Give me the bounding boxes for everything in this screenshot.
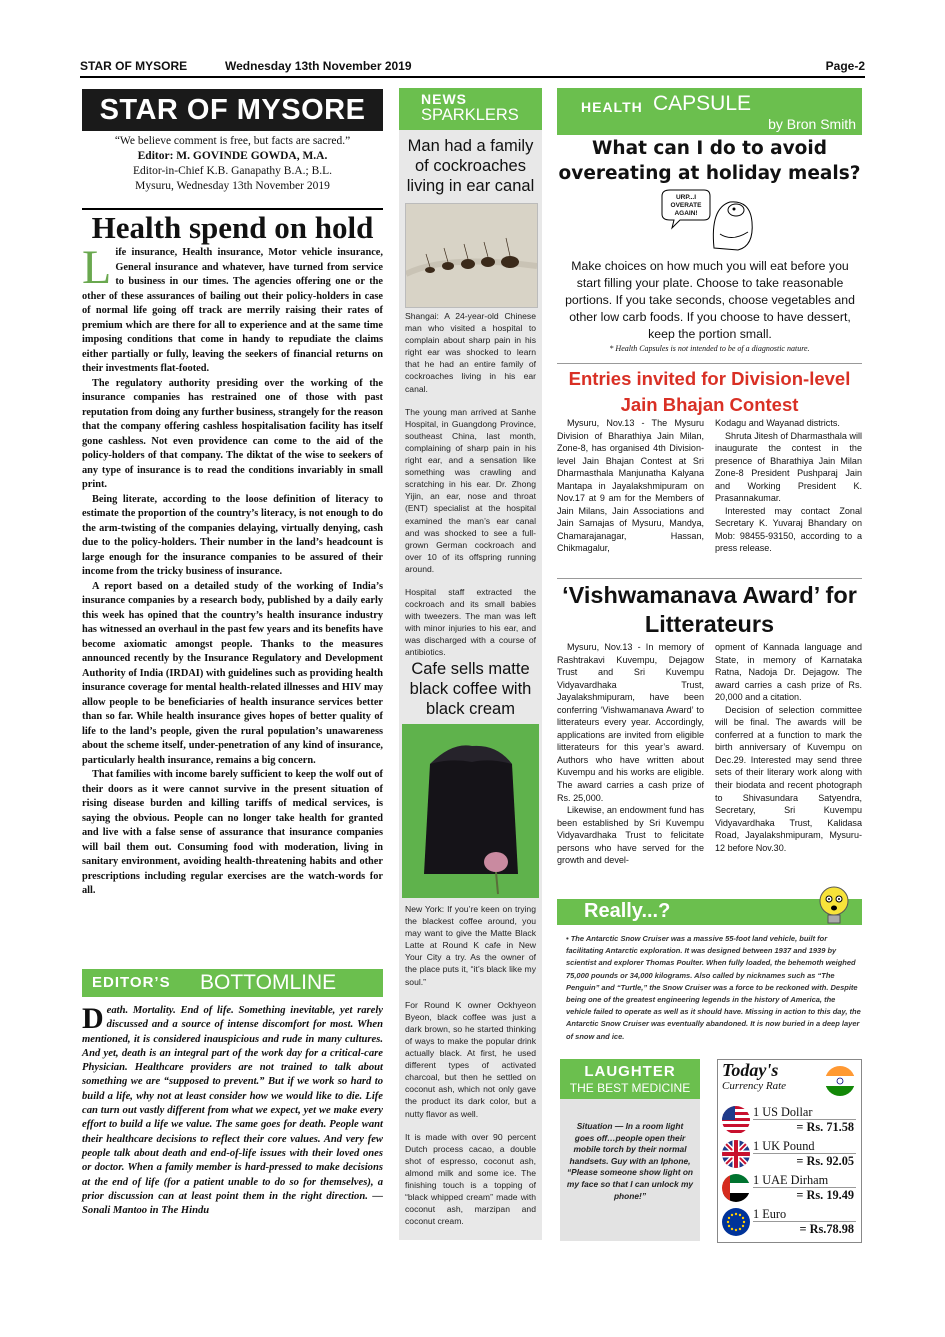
jain-paragraph: Kodagu and Wayanad districts. [715, 418, 840, 428]
editorial-paragraph: The regulatory authority presiding over the working of the insurance companies has restrained one of those with past reputation from doing any further business, strangely for the reason that the company offering cashless hospitalisation facility has itself gone cashless. Not even providence can come to the aid of the policy-holders of that company. The diktat of the wise to seekers of any type of insurance is to read the conditions invariably in small print. [82, 377, 383, 490]
dateline: Mysuru, Wednesday 13th November 2019 [135, 180, 330, 192]
bottomline-label-b: BOTTOMLINE [200, 971, 337, 994]
news-label: NEWS [421, 91, 467, 107]
cockroaches-photo [405, 203, 538, 308]
currency-row-eur [719, 1207, 858, 1237]
currency-rate: = Rs. 19.49 [796, 1188, 854, 1202]
editorial-headline: Health spend on hold [82, 208, 383, 246]
vishwamanava-column-right [715, 641, 862, 854]
jain-paragraph: Interested may contact Zonal Secretary K. Yuvaraj Bhandary on Mob: 98455-93150, according to a press release. [715, 505, 862, 554]
issue-date: Wednesday 13th November 2019 [225, 59, 412, 73]
cockroach-story-title: Man had a family of cockroaches living in ear canal [406, 137, 535, 195]
currency-row-usd [719, 1105, 858, 1135]
bottomline-label: EDITOR’S [92, 974, 171, 991]
editorial-paragraph: A report based on a detailed study of the working of India’s insurance companies by a research body, published by a daily early this week has opined that the country’s health insurance industry has witnessed an overhaul in the past few years and its benefits have become axiomatic amongst people. Thanks to the measures announced recently by the Insurance Regulatory and Development Authority of India (IRDAI) with guidelines such as providing health insurance coverage for mental health-related illnesses and HIV may allow people to be beneficiaries of health insurance services better than so far. While health insurance gives hopes of better quality of life to the land’s people, given the rural population’s unawareness about the scheme itself, under-penetration of any kind of insurance, particularly health insurance, remains a big concern. [82, 580, 383, 766]
editorial-paragraph: That families with income barely sufficient to keep the wolf out of their doors as it were cannot survive in the present situation of rising disease burden and killing tariffs of medical services, is saying the obvious. People can no longer take health for granted and live with a false sense of assurance that insurance companies will bail them out. Consuming food with moderation, living in sanitary environment, avoiding health-threatening habits and other prescriptions including regular exercises are the watch-words for all. [82, 769, 383, 896]
really-header [557, 899, 862, 925]
currency-name: 1 UK Pound [753, 1139, 815, 1153]
jain-paragraph: Shruta Jitesh of Dharmasthala will inaugurate the contest in the presence of Bharathiya Jain Milan Zone-8 President Pushparaj Jain and Working President K. Prasannakumar. [715, 430, 862, 504]
vishwamanava-column-left [557, 641, 704, 867]
bottomline-text: eath. Mortality. End of life. Something inevitable, yet rarely discussed and a source of intense discomfort for most. When mentioned, it is considered inauspicious and rude in many cultures. And yet, death is an integral part of the work day for a critical-care Physician. Healthcare providers are not trained to talk about something we are “supposed to prevent.” But if we work so hard to build a life, why not at least consider how we would like to die. Life can turn out vastly different from what we expect, yet we make every effort to build a life we value. The same goes for death. People want their healthcare decisions to reflect their core values. And very few people talk about death and end-of-life issues with their loved ones or doctor. When a family member is hard-pressed to make decisions at the end of life (for a patient unable to do so for themselves), a prior discussion can at least point them in the right direction. — Sonali Mantoo in The Hindu [82, 1005, 383, 1217]
india-flag-icon [824, 1065, 856, 1097]
lightbulb-icon [812, 883, 856, 929]
cockroach-story-body [405, 310, 536, 670]
coffee-story-body [405, 903, 536, 1238]
health-capsule-header [557, 88, 862, 135]
vishwamanava-paragraph: Mysuru, Nov.13 - In memory of Rashtrakavi Kuvempu, Dejagow Trust and Sri Kuvempu Vidyavardhaka Trust, Jayalakshmipuram, have been conferring ‘Vishwamanava Award’ to litterateurs every year. Accordingly, applications are invited from eligible litterateurs for this year’s award. Authors who have written about Kuvempu and his works are eligible. The award carries a cash prize of Rs. 25,000. [557, 642, 704, 803]
drop-cap: L [82, 241, 112, 294]
health-disclaimer: * Health Capsules is not intended to be of a diagnostic nature. [609, 344, 810, 353]
page-header [80, 58, 865, 78]
overeating-cartoon [660, 188, 756, 252]
editorial-paragraph [82, 241, 383, 377]
story-paragraph: Shangai: A 24-year-old Chinese man who visited a hospital to complain about sharp pain in his right ear was shocked to learn that he had an entire family of cockroaches living in his ear canal. [405, 311, 536, 394]
currency-title: Today's [722, 1060, 779, 1080]
jain-paragraph: Mysuru, Nov.13 - The Mysuru Division of Bharathiya Jain Milan, Zone-8, has organised 4th Division-level Jain Bhajan Contest at Sri Dharmasthala Manjunatha Kalyana Mantapa in Jayalakshmipuram on Nov.17 at 9 am for the Members of Jain Milans, Jain Associations and Jain Samajas of Mysuru, Mandya, Chamarajanagar, Hassan, Chikmagalur, [557, 418, 704, 554]
jain-column-left [557, 417, 704, 555]
news-sparklers-header [399, 88, 542, 130]
bottomline-header [82, 969, 383, 997]
health-answer: Make choices on how much you will eat before you start filling your plate. Choose to take reasonable portions. If you take seconds, choose vegetables and other low carb foods. If you choose to have dessert, keep the portion small. [565, 259, 855, 341]
capsule-label: CAPSULE [653, 92, 752, 115]
currency-subtitle: Currency Rate [722, 1080, 787, 1092]
health-label: HEALTH [581, 99, 643, 115]
story-paragraph: Hospital staff extracted the cockroach and its small babies with tweezers. The man was left with minor injuries to his ear, and was discharged with a course of antibiotics. [405, 586, 536, 658]
health-question: What can I do to avoid overeating at holiday meals? [558, 138, 861, 184]
currency-name: 1 US Dollar [753, 1105, 813, 1119]
vishwamanava-paragraph: opment of Kannada language and State, in memory of Karnataka Ratna, Nadoja Dr. Dejagow. The award carries a cash prize of Rs. 20,000 and a citation. [715, 642, 862, 703]
currency-row-gbp [719, 1139, 858, 1169]
really-label: Really...? [584, 900, 671, 922]
masthead-info [82, 134, 383, 194]
really-body: • The Antarctic Snow Cruiser was a massive 55-foot land vehicle, built for facilitating Antarctic exploration. It was designed between 1937 and 1939 by scientist and explorer Thomas Poulter. When fully loaded, the behemoth weighed 75,000 pounds or 34,000 kilograms. Also called by nicknames such as “The Penguin” and “Turtle,” the Snow Cruiser was a force to be reckoned with. Despite being one of the greatest engineering legends in the history of America, the vehicle failed to operate as well as it should have. Missing in action to this day, the Antarctic Snow Cruiser was eventually abandoned. It is now buried in a deep layer of snow and ice. [566, 934, 861, 1041]
bottomline-body [82, 1004, 383, 1218]
editor-line: Editor: M. GOVINDE GOWDA, M.A. [137, 150, 328, 162]
editorial-paragraph: Being literate, according to the loose definition of literacy to estimate the proportion of the country’s literacy, is not enough to do the arm-twisting of the companies delaying, virtually denying, cash due to the policy-holders. Their number in the land’s headcount is large enough for the insurance companies to be assured of their income from the tricky business of insurance. [82, 493, 383, 577]
editorial-body [82, 241, 383, 899]
drop-cap: D [82, 1002, 104, 1035]
editor-in-chief-line: Editor-in-Chief K.B. Ganapathy B.A.; B.L. [132, 165, 333, 177]
currency-name: 1 UAE Dirham [753, 1173, 829, 1187]
currency-row-aed [719, 1173, 858, 1203]
paper-name: STAR OF MYSORE [80, 59, 188, 73]
cartoon-caption: URP...I OVERATE AGAIN! [670, 194, 702, 217]
motto: “We believe comment is free, but facts are sacred.” [114, 135, 351, 147]
currency-rate: = Rs. 92.05 [796, 1154, 854, 1168]
best-medicine-label: THE BEST MEDICINE [569, 1081, 691, 1095]
currency-rate: = Rs. 71.58 [796, 1120, 854, 1134]
jain-headline: Entries invited for Division-level Jain Bhajan Contest [557, 363, 862, 418]
editorial-text: ife insurance, Health insurance, Motor vehicle insurance, General insurance and whatever, have turned from service to business in our times. The agencies offering one or the other of these assurances of bailing out their policy-holders in case of normal life going off track are merrily raising their rates of premium which are there for all to experience and at the same time imposing conditions that come in handy to repudiate the claims either partially or fully, leaving the seekers of financial returns on their investments flat-footed. [82, 247, 383, 374]
laughter-joke: Situation — In a room light goes off…people open their mobile torch by their normal handsets. Guy with an Iphone, “Please someone show light on my face so that I can unlock my phone!” [566, 1121, 694, 1201]
currency-name: 1 Euro [753, 1207, 787, 1221]
masthead-title: STAR OF MYSORE [82, 89, 383, 131]
story-paragraph: It is made with over 90 percent Dutch process cacao, a double shot of espresso, coconut ash, almond milk and some ice. The finishing touch is a topping of “black whipped cream” made with coconut ash, marzipan and coconut cream. [405, 1131, 536, 1227]
laughter-label: LAUGHTER [584, 1063, 676, 1080]
vishwamanava-headline: ‘Vishwamanava Award’ for Litterateurs [557, 578, 862, 639]
uae-flag-icon [722, 1174, 750, 1202]
page-number: Page-2 [825, 59, 865, 73]
us-flag-icon [722, 1106, 750, 1134]
coffee-story-title: Cafe sells matte black coffee with black cream [409, 660, 532, 718]
black-coffee-photo [402, 724, 539, 898]
eu-flag-icon [722, 1208, 750, 1236]
currency-rate: = Rs.78.98 [799, 1222, 854, 1236]
story-paragraph: For Round K owner Ockhyeon Byeon, black coffee was just a dark brown, so he started thinking of ways to make the popular drink actually black. At first, he used different types of activated charcoal, but then he settled on coconut ash, which not only gave the product its dark color, but a nutty flavor as well. [405, 999, 536, 1119]
laughter-header [560, 1059, 700, 1099]
vishwamanava-paragraph: Decision of selection committee will be final. The awards will be conferred at a function to mark the birth anniversary of Kuvempu on Dec.29. Interested may send three sets of their literary work along with their biodata and recent photograph to Shivasundara Satyendra, Secretary, Sri Kuvempu Vidyavardhaka Trust, Kalidasa Road, Jayalakshmipuram, Mysuru-12 before Nov.30. [715, 704, 862, 853]
uk-flag-icon [722, 1140, 750, 1168]
story-paragraph: New York: If you’re keen on trying the blackest coffee around, you may want to give the Matte Black Latte at Round K cafe in New Your City a try. As the owner of the place puts it, “it’s black like my soul.” [405, 904, 536, 987]
vishwamanava-paragraph: Likewise, an endowment fund has been established by Sri Kuvempu Vidyavardhaka Trust to felicitate persons who have served for the growth and devel- [557, 805, 704, 866]
byline: by Bron Smith [768, 116, 856, 132]
jain-column-right [715, 417, 862, 555]
story-paragraph: The young man arrived at Sanhe Hospital, in Guangdong Province, southeast China, last month, complaining of sharp pain in his right ear, and a sensation like something was crawling and scratching in his ear. Dr. Zhong Yijin, an ear, nose and throat (ENT) specialist at the hospital examined the man’s ear canal and was shocked to see a full-grown German cockroach and over 10 of its offspring running around. [405, 406, 536, 574]
sparklers-label: SPARKLERS [421, 106, 519, 124]
